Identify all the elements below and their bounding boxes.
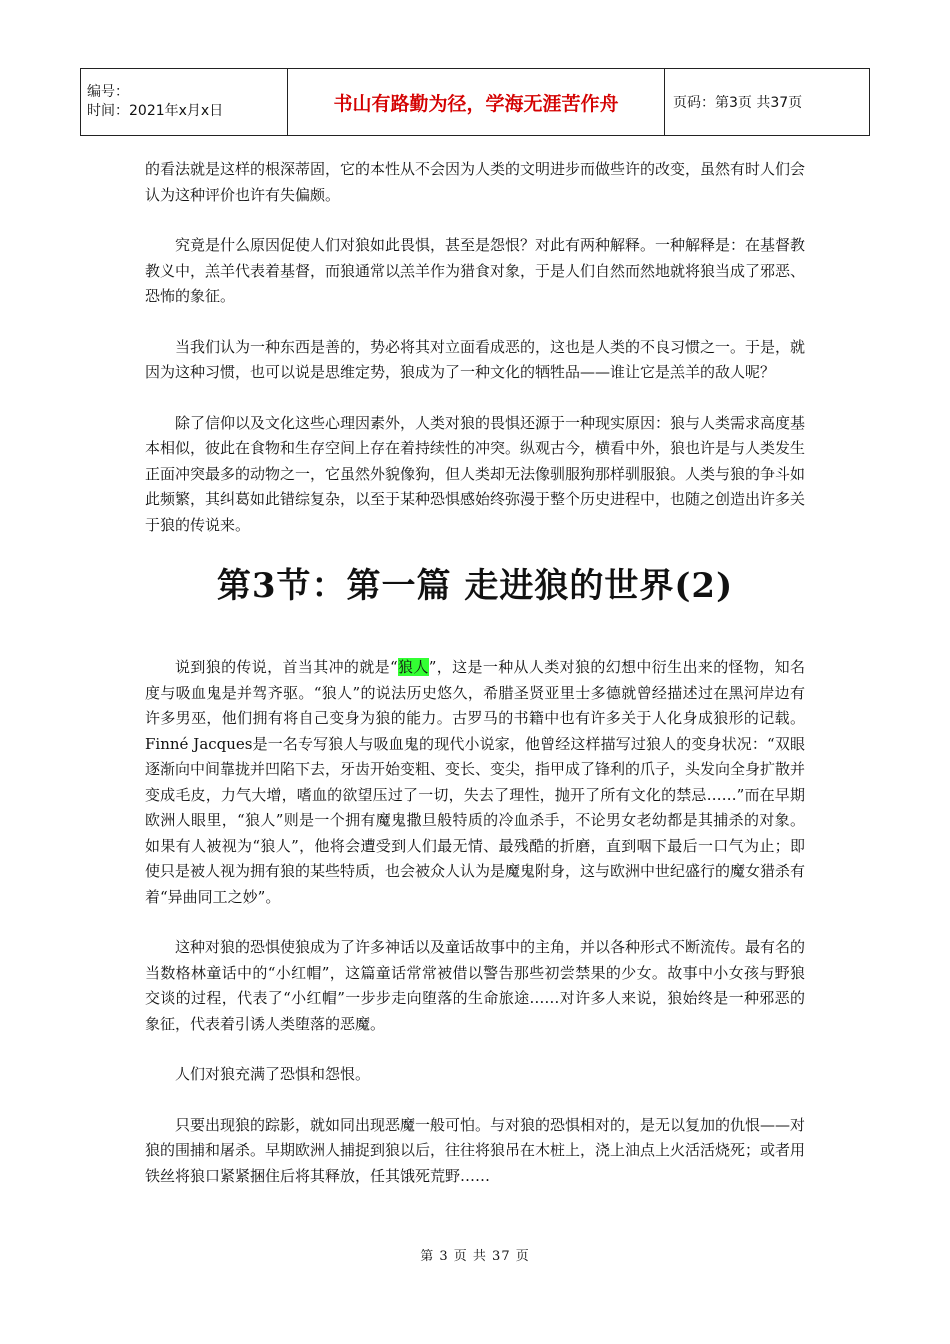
header-time: 时间：2021年x月x日 [87,103,224,119]
header-page-code: 页码：第3页 共37页 [665,69,870,136]
paragraph: 的看法就是这样的根深蒂固，它的本性从不会因为人类的文明进步而做些许的改变，虽然有时人们会认为这种评价也许有失偏颇。 [145,160,806,204]
header-motto: 书山有路勤为径，学海无涯苦作舟 [288,69,665,136]
header-meta [81,69,288,136]
paragraph: 这种对狼的恐惧使狼成为了许多神话以及童话故事中的主角，并以各种形式不断流传。最有名的当数格林童话中的“小红帽”，这篇童话常常被借以警告那些初尝禁果的少女。故事中小女孩与野狼交谈的过程，代表了“小红帽”一步步走向堕落的生命旅途……对许多人来说，狼始终是一种邪恶的象征，代表着引诱人类堕落的恶魔。 [145,938,806,1033]
paragraph: 究竟是什么原因促使人们对狼如此畏惧，甚至是怨恨？对此有两种解释。一种解释是：在基督教教义中，羔羊代表着基督，而狼通常以羔羊作为猎食对象，于是人们自然而然地就将狼当成了邪恶、恐怖的象征。 [145,236,806,305]
body-text-top [145,157,805,538]
paragraph-text: ”，这是一种从人类对狼的幻想中衍生出来的怪物，知名度与吸血鬼是并驾齐驱。“狼人”的说法历史悠久，希腊圣贤亚里士多德就曾经描述过在黑河岸边有许多男巫，他们拥有将自己变身为狼的能力。古罗马的书籍中也有许多关于人化身成狼形的记载。Finné Jacques是一名专写狼人与吸血鬼的现代小说家，他曾经这样描写过狼人的变身状况：“双眼逐渐向中间靠拢并凹陷下去，牙齿开始变粗、变长、变尖，指甲成了锋利的爪子，头发向全身扩散并变成毛皮，力气大增，嗜血的欲望压过了一切，失去了理性，抛开了所有文化的禁忌……”而在早期欧洲人眼里，“狼人”则是一个拥有魔鬼撒旦般特质的冷血杀手，不论男女老幼都是其捕杀的对象。如果有人被视为“狼人”，他将会遭受到人们最无情、最残酷的折磨，直到咽下最后一口气为止；即使只是被人视为拥有狼的某些特质，也会被众人认为是魔鬼附身，这与欧洲中世纪盛行的魔女猎杀有着“异曲同工之妙”。 [145,658,806,906]
header-number: 编号： [87,84,129,100]
body-text-bottom [145,655,805,1214]
section-title: 第3节：第一篇 走进狼的世界(2) [216,566,734,606]
page-footer: 第 3 页 共 37 页 [420,1249,530,1264]
paragraph: 只要出现狼的踪影，就如同出现恶魔一般可怕。与对狼的恐惧相对的，是无以复加的仇恨——对狼的围捕和屠杀。早期欧洲人捕捉到狼以后，往往将狼吊在木桩上，浇上油点上火活活烧死；或者用铁丝将狼口紧紧捆住后将其释放，任其饿死荒野…… [145,1115,806,1185]
paragraph: 除了信仰以及文化这些心理因素外，人类对狼的畏惧还源于一种现实原因：狼与人类需求高度基本相似，彼此在食物和生存空间上存在着持续性的冲突。纵观古今，横看中外，狼也许是与人类发生正面冲突最多的动物之一，它虽然外貌像狗，但人类却无法像驯服狗那样驯服狼。人类与狼的争斗如此频繁，其纠葛如此错综复杂，以至于某种恐惧感始终弥漫于整个历史进程中，也随之创造出许多关于狼的传说来。 [145,413,806,534]
paragraph [145,655,805,910]
paragraph: 当我们认为一种东西是善的，势必将其对立面看成恶的，这也是人类的不良习惯之一。于是，就因为这种习惯，也可以说是思维定势，狼成为了一种文化的牺牲品——谁让它是羔羊的敌人呢？ [145,337,806,381]
paragraph-text: 说到狼的传说，首当其冲的就是“ [175,658,398,676]
paragraph: 人们对狼充满了恐惧和怨恨。 [175,1065,371,1083]
highlighted-term: 狼人 [397,658,429,676]
page-header [80,68,870,136]
